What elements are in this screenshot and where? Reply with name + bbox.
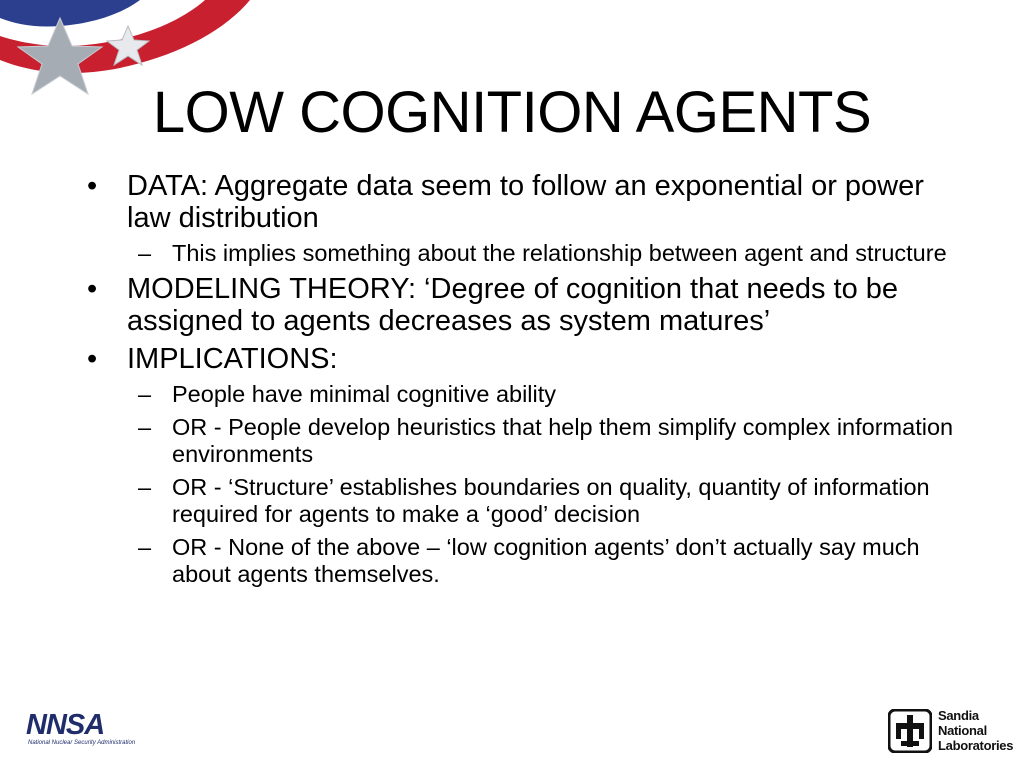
sub-bullet	[85, 474, 965, 528]
nnsa-wordmark: NNSA	[26, 709, 105, 741]
dash-marker: –	[138, 381, 152, 407]
bullet-text: IMPLICATIONS:	[127, 343, 338, 375]
bullet-marker: •	[87, 273, 98, 305]
sub-bullet-text: People have minimal cognitive ability	[172, 381, 557, 407]
bullet-text: DATA: Aggregate data seem to follow an exponential or power law distribution	[127, 170, 924, 234]
bullet-text: MODELING THEORY: ‘Degree of cognition that needs to be assigned to agents decreases as system matures’	[127, 273, 899, 337]
sandia-line1: Sandia	[938, 708, 979, 723]
dash-marker: –	[138, 534, 152, 560]
dash-marker: –	[138, 240, 152, 266]
sandia-line2: National	[938, 723, 987, 738]
sub-bullet-text: OR - None of the above – ‘low cognition agents’ don’t actually say much about agents themselves.	[172, 534, 920, 587]
sandia-thunderbird-icon	[888, 709, 932, 753]
sub-bullet	[85, 381, 965, 408]
sub-bullet	[85, 240, 965, 267]
sub-bullet-text: OR - People develop heuristics that help them simplify complex information environments	[172, 414, 954, 467]
bullet-modeling-theory	[85, 273, 965, 337]
dash-marker: –	[138, 414, 152, 440]
dash-marker: –	[138, 474, 152, 500]
sandia-logo	[886, 706, 1014, 758]
slide-title: LOW COGNITION AGENTS	[152, 80, 872, 145]
nnsa-logo	[26, 709, 136, 750]
bullet-marker: •	[87, 343, 98, 375]
bullet-data	[85, 170, 965, 234]
sub-bullet	[85, 534, 965, 588]
nnsa-subtitle: National Nuclear Security Administration	[28, 740, 136, 746]
slide-body	[85, 170, 965, 594]
sub-bullet-text: This implies something about the relationship between agent and structure	[172, 240, 947, 266]
sandia-wordmark	[938, 708, 1013, 753]
bullet-implications	[85, 343, 965, 375]
sandia-line3: Laboratories	[938, 738, 1014, 753]
sub-bullet	[85, 414, 965, 468]
bullet-marker: •	[87, 170, 98, 202]
sub-bullet-text: OR - ‘Structure’ establishes boundaries on quality, quantity of information required for agents to make a ‘good’ decision	[172, 474, 930, 527]
